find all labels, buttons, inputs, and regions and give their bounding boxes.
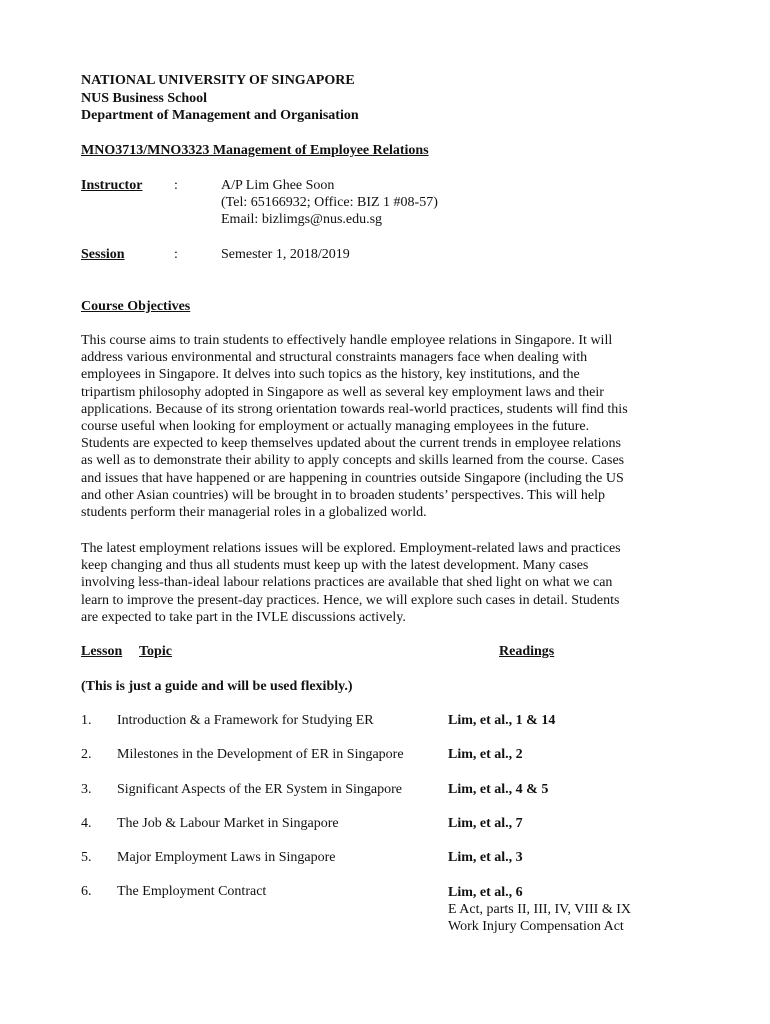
paragraph-line: are expected to take part in the IVLE discussions actively. xyxy=(81,609,406,625)
objectives-paragraph-2 xyxy=(81,540,693,626)
lesson-topic: The Employment Contract xyxy=(117,884,267,899)
lesson-reading: Lim, et al., 2 xyxy=(448,747,523,762)
instructor-email: Email: bizlimgs@nus.edu.sg xyxy=(221,212,383,227)
lesson-reading-extra: Work Injury Compensation Act xyxy=(448,919,624,934)
lesson-column-header: Lesson xyxy=(81,644,123,659)
paragraph-line: applications. Because of its strong orientation towards real-world practices, students will find this xyxy=(81,401,628,417)
lesson-topic: Milestones in the Development of ER in Singapore xyxy=(117,747,404,762)
course-title: MNO3713/MNO3323 Management of Employee Relations xyxy=(81,143,429,158)
paragraph-line: students perform their managerial roles in a globalized world. xyxy=(81,505,427,521)
readings-column-header: Readings xyxy=(499,644,555,659)
lesson-reading: Lim, et al., 7 xyxy=(448,816,523,831)
instructor-contact: (Tel: 65166932; Office: BIZ 1 #08-57) xyxy=(221,195,438,210)
instructor-name: A/P Lim Ghee Soon xyxy=(221,178,335,193)
session-label: Session xyxy=(81,247,125,262)
lesson-topic: Major Employment Laws in Singapore xyxy=(117,850,336,865)
school-name: NUS Business School xyxy=(81,91,208,106)
instructor-label: Instructor xyxy=(81,178,143,193)
paragraph-line: and other Asian countries) will be brought in to broaden students’ perspectives. This will help xyxy=(81,487,605,503)
paragraph-line: tripartism philosophy adopted in Singapore as well as several key employment laws and their xyxy=(81,384,604,400)
paragraph-line: and issues that have happened or are happening in countries outside Singapore (including the US xyxy=(81,470,624,486)
university-name: NATIONAL UNIVERSITY OF SINGAPORE xyxy=(81,73,355,88)
paragraph-line: course useful when looking for employment or actually managing employees in the future. xyxy=(81,419,590,435)
paragraph-line: Students are expected to keep themselves updated about the current trends in employee relations xyxy=(81,436,621,452)
department-name: Department of Management and Organisation xyxy=(81,108,359,123)
lesson-reading: Lim, et al., 4 & 5 xyxy=(448,782,549,797)
topic-column-header: Topic xyxy=(139,644,172,659)
lesson-number: 1. xyxy=(81,713,92,728)
objectives-heading: Course Objectives xyxy=(81,299,191,314)
paragraph-line: This course aims to train students to effectively handle employee relations in Singapore. It will xyxy=(81,333,613,348)
paragraph-line: involving less-than-ideal labour relations practices are available that shed light on what we can xyxy=(81,575,613,591)
lesson-number: 2. xyxy=(81,747,92,762)
lesson-reading-extra: E Act, parts II, III, IV, VIII & IX xyxy=(448,902,631,917)
lesson-number: 4. xyxy=(81,816,92,831)
paragraph-line: learn to improve the present-day practices. Hence, we will explore such cases in detail. Students xyxy=(81,592,620,608)
lesson-reading: Lim, et al., 1 & 14 xyxy=(448,713,556,728)
paragraph-line: The latest employment relations issues will be explored. Employment-related laws and practices xyxy=(81,541,621,556)
lesson-number: 6. xyxy=(81,884,92,899)
lesson-topic: Significant Aspects of the ER System in Singapore xyxy=(117,782,403,797)
session-value: Semester 1, 2018/2019 xyxy=(221,247,350,262)
session-colon: : xyxy=(174,247,178,262)
lesson-number: 5. xyxy=(81,850,92,865)
paragraph-line: address various environmental and structural constraints managers face when dealing with xyxy=(81,350,588,366)
lesson-topic: Introduction & a Framework for Studying ER xyxy=(117,713,374,728)
objectives-paragraph-1 xyxy=(81,332,693,521)
instructor-colon: : xyxy=(174,178,178,193)
paragraph-line: employees in Singapore. It delves into such topics as the history, key institutions, and the xyxy=(81,367,580,383)
paragraph-line: as well as to demonstrate their ability to apply concepts and skills learned from the course. Cases xyxy=(81,453,625,469)
lesson-reading: Lim, et al., 6 xyxy=(448,885,523,900)
lesson-number: 3. xyxy=(81,782,92,797)
lesson-reading: Lim, et al., 3 xyxy=(448,850,523,865)
lesson-topic: The Job & Labour Market in Singapore xyxy=(117,816,339,831)
schedule-note: (This is just a guide and will be used flexibly.) xyxy=(81,679,353,694)
paragraph-line: keep changing and thus all students must keep up with the latest development. Many cases xyxy=(81,558,589,574)
